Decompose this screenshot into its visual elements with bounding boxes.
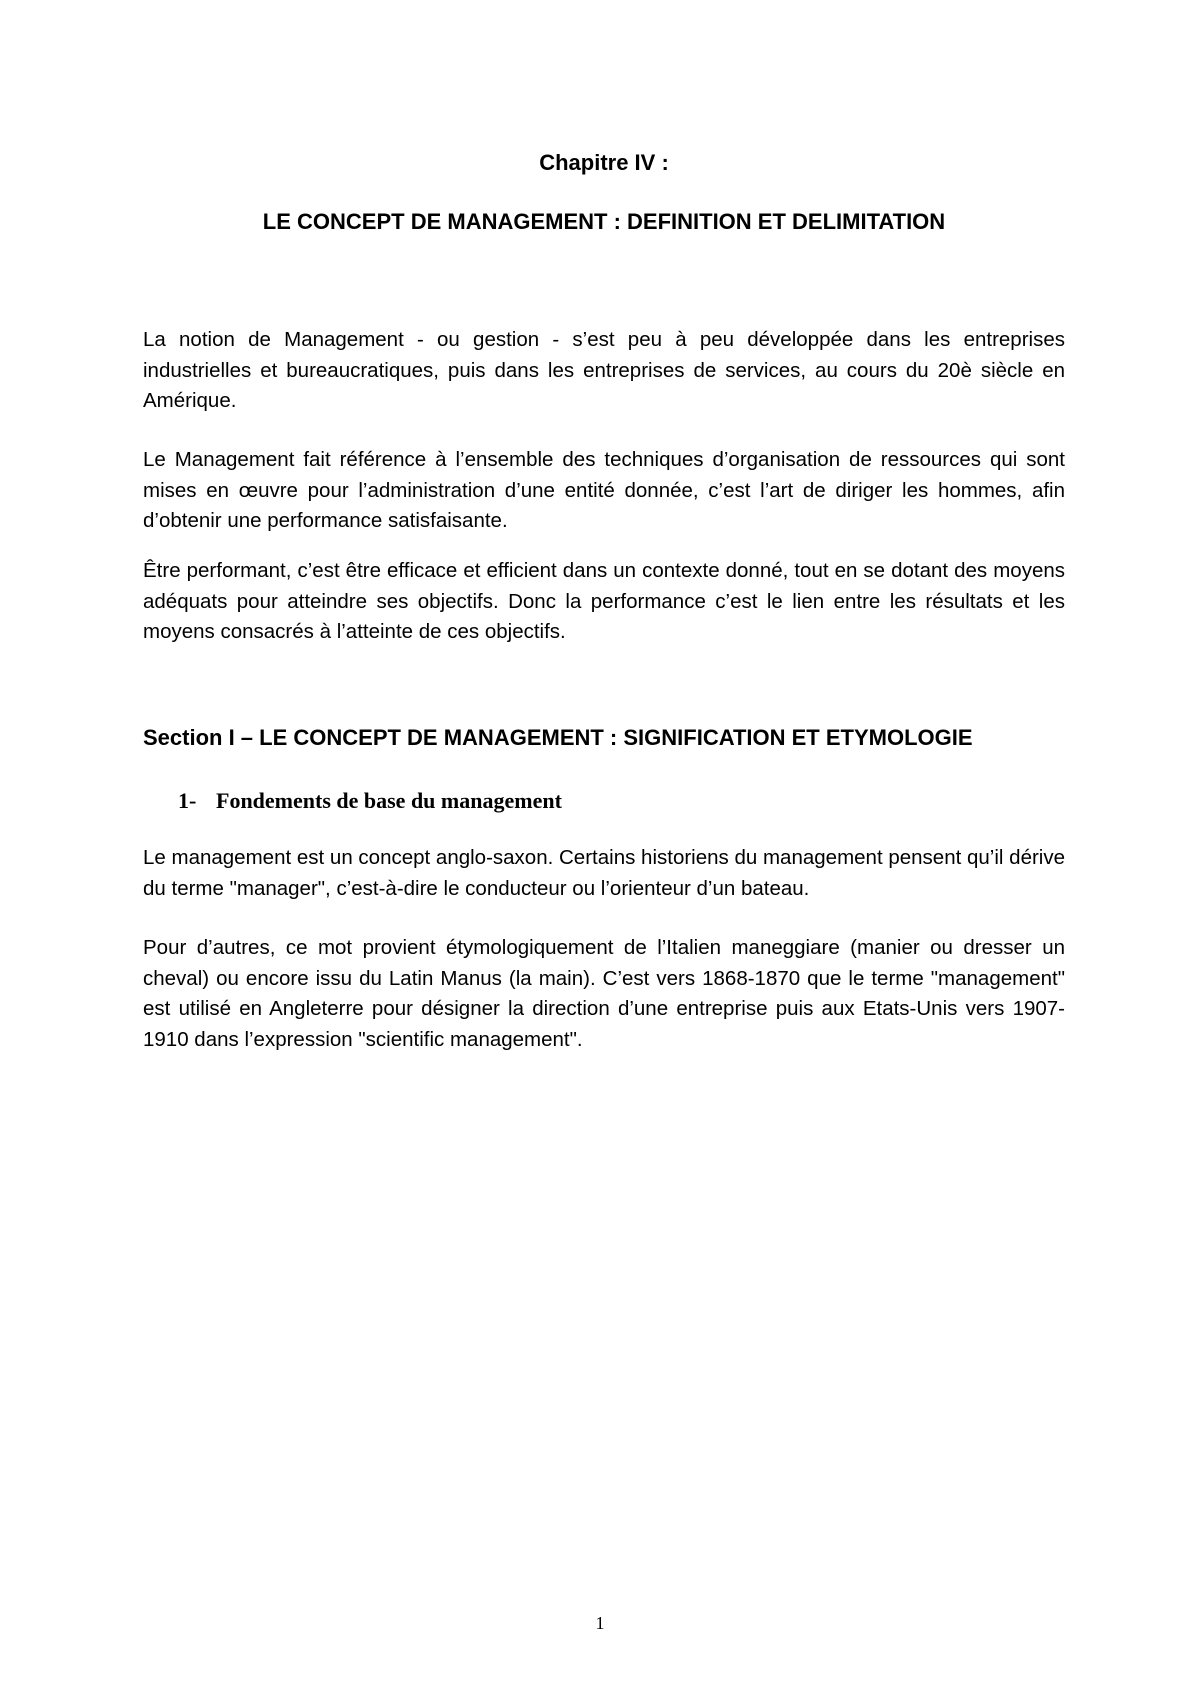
intro-paragraph-2: Le Management fait référence à l’ensemble des techniques d’organisation de ressources qui sont mises en œuvre pour l’administration d’une entité donnée, c’est l’art de diriger les hommes, afin d’obtenir une performance satisfaisante.	[143, 448, 1065, 532]
intro-paragraph-1: La notion de Management - ou gestion - s’est peu à peu développée dans les entreprises industrielles et bureaucratiques, puis dans les entreprises de services, au cours du 20è siècle en Amérique.	[143, 328, 1065, 412]
section-heading: Section I – LE CONCEPT DE MANAGEMENT : SIGNIFICATION ET ETYMOLOGIE	[143, 725, 973, 750]
section-paragraph-2: Pour d’autres, ce mot provient étymologiquement de l’Italien maneggiare (manier ou dresser un cheval) ou encore issu du Latin Manus (la main). C’est vers 1868-1870 que le terme "management" est utilisé en Angleterre pour désigner la direction d’une entreprise puis aux Etats-Unis vers 1907-1910 dans l’expression "scientific management".	[143, 936, 1065, 1051]
subsection-number: 1-	[178, 788, 197, 813]
subsection-heading	[178, 786, 978, 816]
chapter-title: LE CONCEPT DE MANAGEMENT : DEFINITION ET DELIMITATION	[262, 209, 946, 234]
page-number: 1	[595, 1613, 605, 1633]
chapter-heading: Chapitre IV :	[539, 150, 669, 175]
subsection-title: Fondements de base du management	[216, 788, 562, 813]
section-paragraph-1: Le management est un concept anglo-saxon. Certains historiens du management pensent qu’il dérive du terme "manager", c’est-à-dire le conducteur ou l’orienteur d’un bateau.	[143, 846, 1065, 900]
intro-paragraph-3: Être performant, c’est être efficace et efficient dans un contexte donné, tout en se dotant des moyens adéquats pour atteindre ses objectifs. Donc la performance c’est le lien entre les résultats et les moyens consacrés à l’atteinte de ces objectifs.	[143, 559, 1065, 643]
